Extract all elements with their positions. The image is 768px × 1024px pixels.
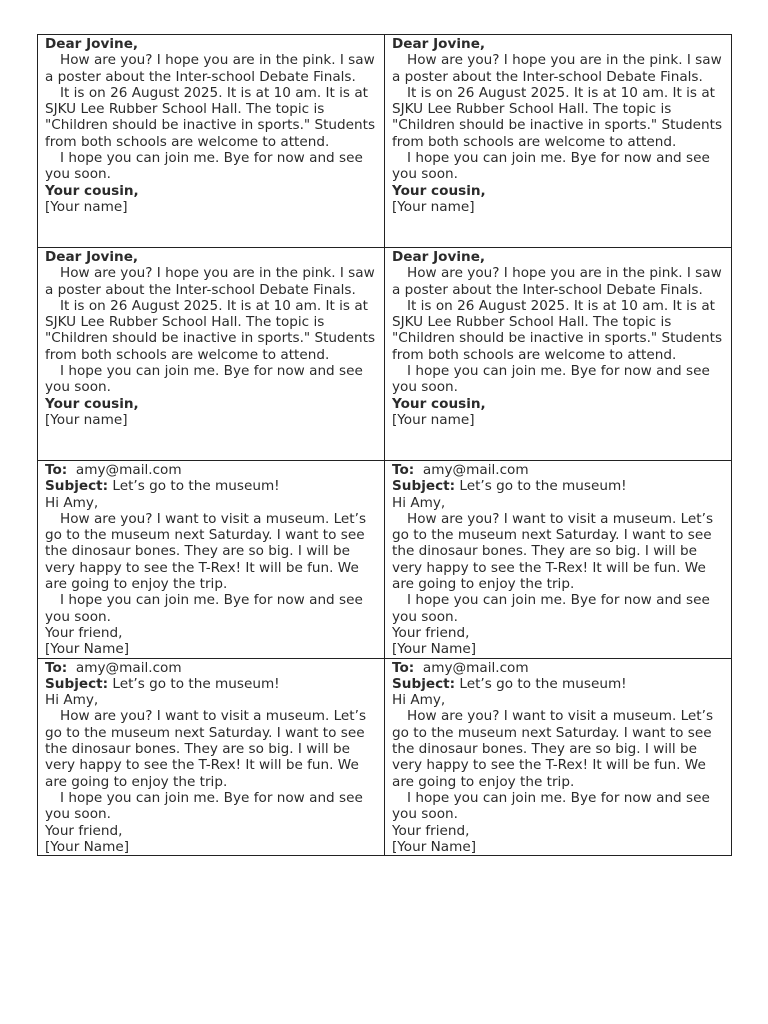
email-paragraph-1: How are you? I want to visit a museum. Let’s go to the museum next Saturday. I want to see the dinosaur bones. They are so big. I will be very happy to see the T-Rex! It will be fun. We are going to enjoy the trip.	[45, 708, 367, 790]
email-paragraph-2: I hope you can join me. Bye for now and see you soon.	[45, 789, 363, 823]
letter-paragraph-2: It is on 26 August 2025. It is at 10 am. It is at SJKU Lee Rubber School Hall. The topic is "Children should be inactive in sports." Students from both schools are welcome to attend.	[392, 84, 723, 150]
letter-signature: [Your name]	[392, 198, 475, 215]
letter-cell	[385, 35, 732, 248]
email-subject-label: Subject:	[392, 675, 456, 692]
email-to-value: amy@mail.com	[75, 462, 182, 478]
email-closing: Your friend,	[392, 624, 470, 641]
letter-greeting: Dear Jovine,	[45, 249, 139, 265]
email-to-line	[392, 660, 725, 676]
letter-closing: Your cousin,	[392, 182, 486, 199]
email-paragraph-1: How are you? I want to visit a museum. Let’s go to the museum next Saturday. I want to see the dinosaur bones. They are so big. I will be very happy to see the T-Rex! It will be fun. We are going to enjoy the trip.	[392, 510, 714, 593]
letter-row	[38, 35, 732, 248]
letter-paragraph-1: How are you? I hope you are in the pink. I saw a poster about the Inter-school Debate Finals.	[45, 265, 375, 298]
email-subject-value: Let’s go to the museum!	[459, 675, 627, 692]
email-signature: [Your Name]	[392, 838, 477, 855]
email-subject-label: Subject:	[392, 478, 456, 495]
email-to-label: To:	[392, 659, 415, 676]
email-cell	[385, 658, 732, 856]
letter-paragraph-3: I hope you can join me. Bye for now and see you soon.	[392, 150, 710, 183]
letter-cell	[38, 248, 385, 461]
email-cell	[38, 461, 385, 659]
letter-paragraph-1: How are you? I hope you are in the pink. I saw a poster about the Inter-school Debate Finals.	[392, 52, 722, 85]
email-greeting: Hi Amy,	[45, 692, 99, 709]
email-to-label: To:	[392, 462, 415, 478]
email-to-label: To:	[45, 659, 68, 676]
email-subject-line	[45, 478, 378, 494]
letter-greeting: Dear Jovine,	[392, 36, 486, 52]
letter-cell	[385, 248, 732, 461]
worksheet-table	[37, 34, 732, 856]
letter-paragraph-2: It is on 26 August 2025. It is at 10 am. It is at SJKU Lee Rubber School Hall. The topic is "Children should be inactive in sports." Students from both schools are welcome to attend.	[45, 84, 376, 150]
email-subject-label: Subject:	[45, 675, 109, 692]
email-to-value: amy@mail.com	[75, 659, 182, 676]
email-to-line	[45, 462, 378, 478]
letter-greeting: Dear Jovine,	[392, 249, 486, 265]
letter-closing: Your cousin,	[45, 182, 139, 199]
email-to-line	[392, 462, 725, 478]
email-signature: [Your Name]	[392, 641, 477, 658]
email-subject-line	[392, 478, 725, 494]
email-paragraph-2: I hope you can join me. Bye for now and see you soon.	[45, 592, 363, 625]
email-closing: Your friend,	[45, 822, 123, 839]
letter-signature: [Your name]	[45, 411, 128, 428]
email-to-label: To:	[45, 462, 68, 478]
email-paragraph-2: I hope you can join me. Bye for now and see you soon.	[392, 592, 710, 625]
email-subject-line	[45, 676, 378, 692]
email-signature: [Your Name]	[45, 838, 130, 855]
letter-paragraph-2: It is on 26 August 2025. It is at 10 am. It is at SJKU Lee Rubber School Hall. The topic is "Children should be inactive in sports." Students from both schools are welcome to attend.	[392, 297, 723, 363]
email-paragraph-2: I hope you can join me. Bye for now and see you soon.	[392, 789, 710, 823]
email-row	[38, 658, 732, 856]
letter-closing: Your cousin,	[45, 395, 139, 412]
email-paragraph-1: How are you? I want to visit a museum. Let’s go to the museum next Saturday. I want to see the dinosaur bones. They are so big. I will be very happy to see the T-Rex! It will be fun. We are going to enjoy the trip.	[45, 510, 367, 593]
email-cell	[385, 461, 732, 659]
email-closing: Your friend,	[45, 624, 123, 641]
email-subject-value: Let’s go to the museum!	[112, 675, 280, 692]
letter-cell	[38, 35, 385, 248]
email-paragraph-1: How are you? I want to visit a museum. Let’s go to the museum next Saturday. I want to see the dinosaur bones. They are so big. I will be very happy to see the T-Rex! It will be fun. We are going to enjoy the trip.	[392, 708, 714, 790]
email-subject-value: Let’s go to the museum!	[459, 478, 627, 495]
letter-paragraph-3: I hope you can join me. Bye for now and see you soon.	[45, 150, 363, 183]
email-to-value: amy@mail.com	[422, 462, 529, 478]
letter-paragraph-1: How are you? I hope you are in the pink. I saw a poster about the Inter-school Debate Finals.	[392, 265, 722, 298]
letter-greeting: Dear Jovine,	[45, 36, 139, 52]
email-to-value: amy@mail.com	[422, 659, 529, 676]
letter-paragraph-3: I hope you can join me. Bye for now and see you soon.	[392, 363, 710, 396]
letter-row	[38, 248, 732, 461]
letter-signature: [Your name]	[392, 411, 475, 428]
letter-paragraph-1: How are you? I hope you are in the pink. I saw a poster about the Inter-school Debate Finals.	[45, 52, 375, 85]
email-subject-line	[392, 676, 725, 692]
letter-paragraph-3: I hope you can join me. Bye for now and see you soon.	[45, 363, 363, 396]
email-greeting: Hi Amy,	[392, 494, 446, 511]
email-subject-label: Subject:	[45, 478, 109, 495]
email-subject-value: Let’s go to the museum!	[112, 478, 280, 495]
email-greeting: Hi Amy,	[392, 692, 446, 709]
email-greeting: Hi Amy,	[45, 494, 99, 511]
letter-paragraph-2: It is on 26 August 2025. It is at 10 am. It is at SJKU Lee Rubber School Hall. The topic is "Children should be inactive in sports." Students from both schools are welcome to attend.	[45, 297, 376, 363]
email-cell	[38, 658, 385, 856]
email-row	[38, 461, 732, 659]
letter-signature: [Your name]	[45, 198, 128, 215]
email-closing: Your friend,	[392, 822, 470, 839]
email-to-line	[45, 660, 378, 676]
letter-closing: Your cousin,	[392, 395, 486, 412]
email-signature: [Your Name]	[45, 641, 130, 658]
